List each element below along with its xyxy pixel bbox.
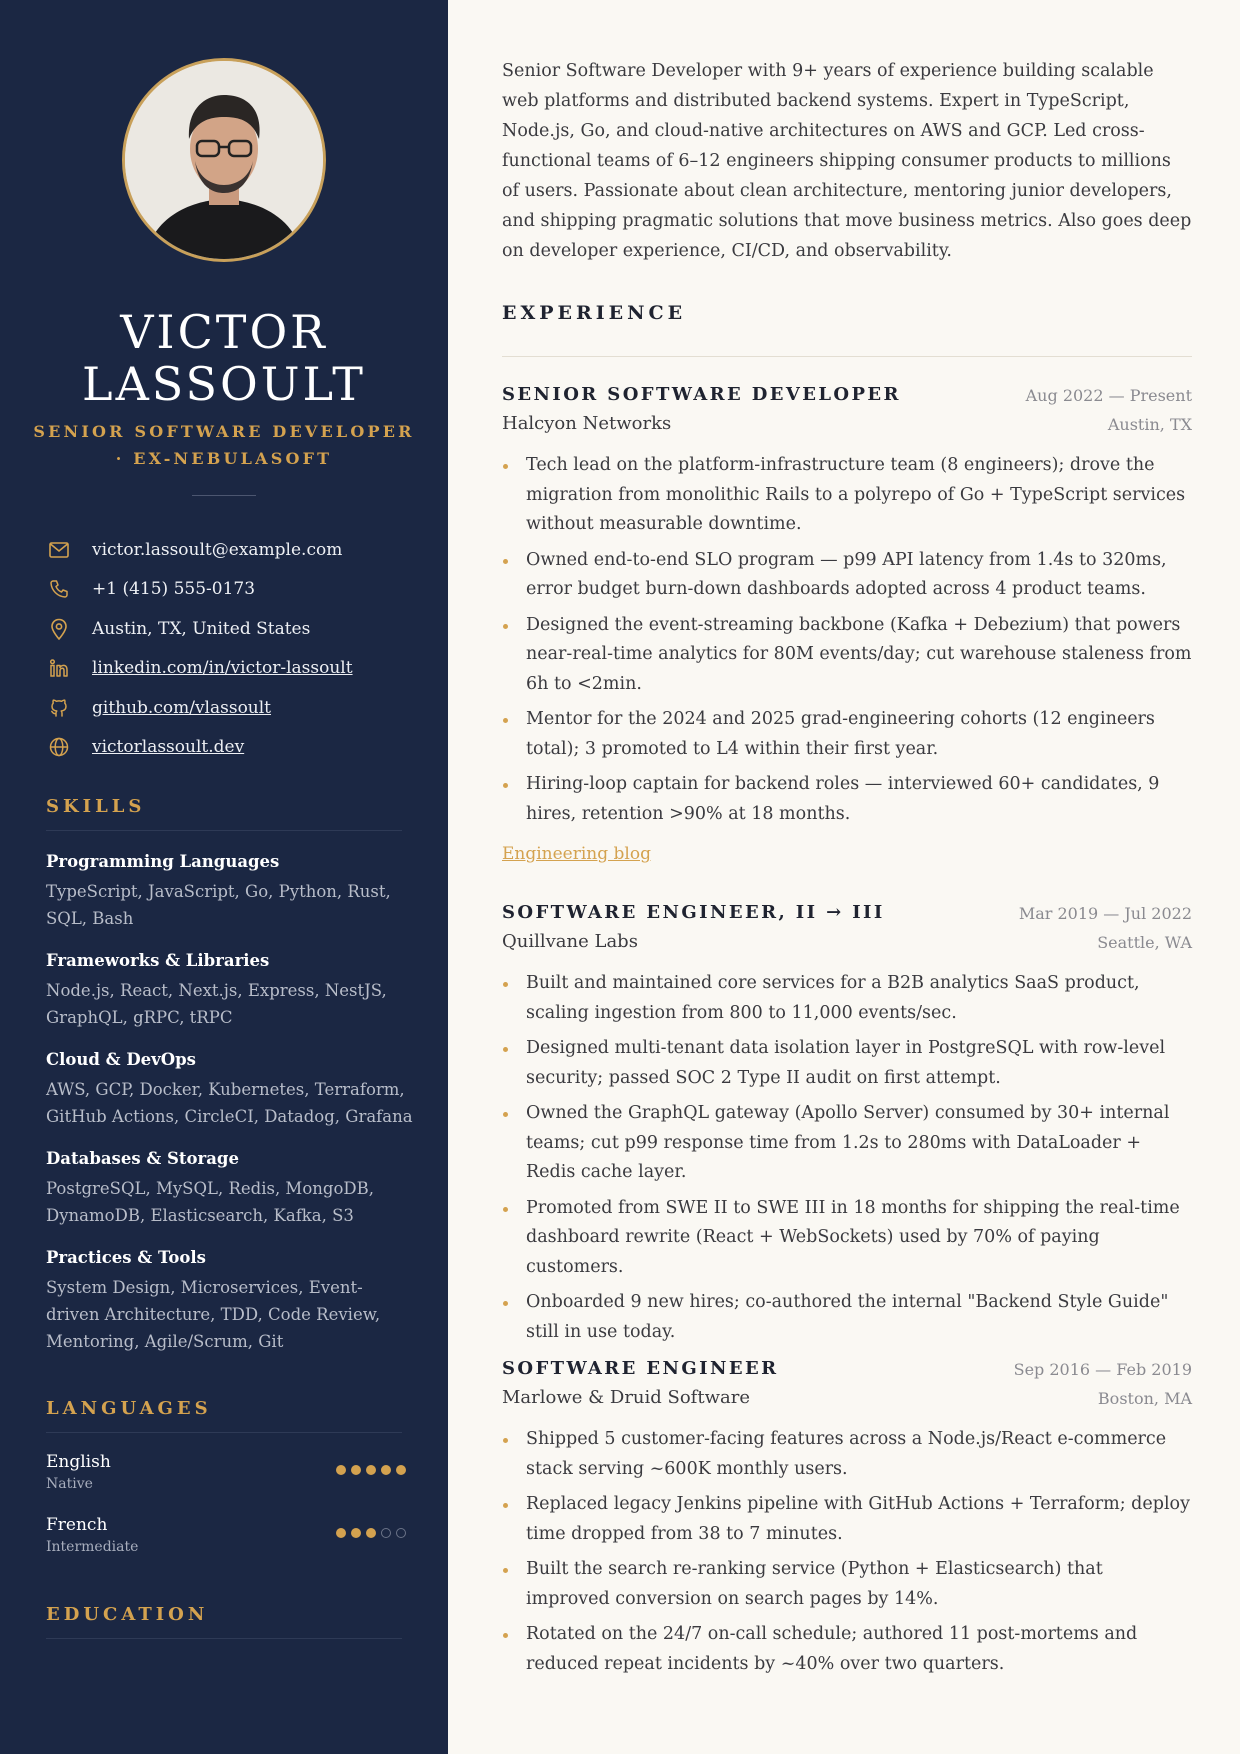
- contact-location: [46, 609, 426, 649]
- rating-dot-filled: [366, 1465, 376, 1475]
- linkedin-icon: [46, 655, 72, 681]
- language-level: Intermediate: [46, 1539, 139, 1555]
- job-bullet: Owned end-to-end SLO program — p99 API latency from 1.4s to 320ms, error budget burn-down dashboards adopted across 4 product teams.: [502, 546, 1192, 605]
- skill-group-items: AWS, GCP, Docker, Kubernetes, Terraform, GitHub Actions, CircleCI, Datadog, Grafana: [46, 1080, 413, 1126]
- job-location: Boston, MA: [1097, 1389, 1192, 1408]
- skill-group-name: Databases & Storage: [46, 1149, 239, 1168]
- languages-heading: LANGUAGES: [46, 1398, 212, 1419]
- skills-divider: [46, 830, 402, 831]
- rating-dot-empty: [396, 1528, 406, 1538]
- job-bullet: Tech lead on the platform-infrastructure team (8 engineers); drove the migration from monolithic Rails to a polyrepo of Go + TypeScript services without measurable downtime.: [502, 451, 1192, 540]
- contact-list: [46, 530, 426, 767]
- languages-list: [46, 1450, 406, 1576]
- language-rating: [336, 1465, 406, 1475]
- job-entry: [502, 1356, 1192, 1685]
- job-bullet: Shipped 5 customer-facing features across a Node.js/React e-commerce stack serving ~600K monthly users.: [502, 1425, 1192, 1484]
- rating-dot-empty: [381, 1528, 391, 1538]
- job-bullet: Hiring-loop captain for backend roles — interviewed 60+ candidates, 9 hires, retention >90% at 18 months.: [502, 770, 1192, 829]
- location-pin-icon: [46, 616, 72, 642]
- experience-heading: EXPERIENCE: [502, 302, 687, 324]
- job-title: SOFTWARE ENGINEER: [502, 1358, 779, 1379]
- sidebar: [0, 0, 448, 1754]
- job-bullet: Promoted from SWE II to SWE III in 18 months for shipping the real-time dashboard rewrite (React + WebSockets) used by 70% of paying customers.: [502, 1194, 1192, 1283]
- skill-group: [46, 949, 416, 1031]
- job-bullet: Rotated on the 24/7 on-call schedule; authored 11 post-mortems and reduced repeat incidents by ~40% over two quarters.: [502, 1620, 1192, 1679]
- linkedin-link[interactable]: linkedin.com/in/victor-lassoult: [92, 658, 353, 679]
- rating-dot-filled: [336, 1465, 346, 1475]
- language-name: French: [46, 1515, 108, 1535]
- job-bullet: Built and maintained core services for a B2B analytics SaaS product, scaling ingestion from 800 to 11,000 events/sec.: [502, 969, 1192, 1028]
- language-name: English: [46, 1452, 111, 1472]
- job-header: [502, 900, 1192, 958]
- phone-icon: [46, 576, 72, 602]
- skill-group-name: Frameworks & Libraries: [46, 951, 270, 970]
- skill-group-name: Programming Languages: [46, 852, 280, 871]
- contact-github[interactable]: [46, 688, 426, 728]
- job-bullet: Designed the event-streaming backbone (Kafka + Debezium) that powers near-real-time analytics for 80M events/day; cut warehouse staleness from 6h to <2min.: [502, 611, 1192, 700]
- website-link[interactable]: victorlassoult.dev: [92, 737, 245, 758]
- avatar-illustration: [125, 61, 323, 259]
- job-title: SOFTWARE ENGINEER, II → III: [502, 902, 885, 923]
- job-bullet: Onboarded 9 new hires; co-authored the internal "Backend Style Guide" still in use today.: [502, 1288, 1192, 1347]
- rating-dot-filled: [396, 1465, 406, 1475]
- job-dates: Sep 2016 — Feb 2019: [1013, 1360, 1192, 1379]
- skill-group-items: TypeScript, JavaScript, Go, Python, Rust, SQL, Bash: [46, 882, 391, 928]
- phone-text: +1 (415) 555-0173: [92, 579, 256, 600]
- job-location: Seattle, WA: [1097, 933, 1192, 952]
- language-item: [46, 1513, 406, 1576]
- rating-dot-filled: [351, 1465, 361, 1475]
- language-rating: [336, 1528, 406, 1538]
- languages-divider: [46, 1432, 402, 1433]
- experience-divider: [502, 356, 1192, 357]
- contact-website[interactable]: [46, 728, 426, 768]
- job-entry: [502, 382, 1192, 864]
- job-company: Halcyon Networks: [502, 413, 672, 434]
- globe-icon: [46, 734, 72, 760]
- job-bullets: [502, 451, 1192, 829]
- job-bullets: [502, 969, 1192, 1347]
- contact-email: [46, 530, 426, 570]
- headline: SENIOR SOFTWARE DEVELOPER · EX-NEBULASOFT: [33, 422, 415, 468]
- skills-list: [46, 850, 416, 1372]
- last-name: LASSOULT: [82, 357, 366, 411]
- email-text: victor.lassoult@example.com: [92, 539, 343, 560]
- rating-dot-filled: [351, 1528, 361, 1538]
- github-icon: [46, 695, 72, 721]
- job-company: Quillvane Labs: [502, 931, 638, 952]
- job-entry: [502, 900, 1192, 1353]
- job-title: SENIOR SOFTWARE DEVELOPER: [502, 384, 901, 405]
- job-company: Marlowe & Druid Software: [502, 1387, 750, 1408]
- job-bullet: Designed multi-tenant data isolation layer in PostgreSQL with row-level security; passed SOC 2 Type II audit on first attempt.: [502, 1034, 1192, 1093]
- engineering-blog-link[interactable]: Engineering blog: [502, 844, 651, 864]
- github-link[interactable]: github.com/vlassoult: [92, 697, 272, 718]
- mail-icon: [46, 537, 72, 563]
- job-location: Austin, TX: [1107, 415, 1192, 434]
- rating-dot-filled: [366, 1528, 376, 1538]
- rating-dot-filled: [381, 1465, 391, 1475]
- skill-group-items: PostgreSQL, MySQL, Redis, MongoDB, DynamoDB, Elasticsearch, Kafka, S3: [46, 1179, 374, 1225]
- language-item: [46, 1450, 406, 1513]
- job-bullets: [502, 1425, 1192, 1679]
- job-header: [502, 382, 1192, 440]
- skill-group-items: Node.js, React, Next.js, Express, NestJS, GraphQL, gRPC, tRPC: [46, 981, 387, 1027]
- job-bullet: Built the search re-ranking service (Python + Elasticsearch) that improved conversion on search pages by 14%.: [502, 1555, 1192, 1614]
- job-bullet: Replaced legacy Jenkins pipeline with GitHub Actions + Terraform; deploy time dropped from 38 to 7 minutes.: [502, 1490, 1192, 1549]
- language-level: Native: [46, 1476, 93, 1492]
- job-bullet: Owned the GraphQL gateway (Apollo Server) consumed by 30+ internal teams; cut p99 response time from 1.2s to 280ms with DataLoader + Redis cache layer.: [502, 1099, 1192, 1188]
- skill-group: [46, 850, 416, 932]
- contact-linkedin[interactable]: [46, 649, 426, 689]
- first-name: VICTOR: [120, 305, 328, 359]
- skill-group: [46, 1147, 416, 1229]
- skill-group-items: System Design, Microservices, Event-driven Architecture, TDD, Code Review, Mentoring, Agile/Scrum, Git: [46, 1278, 381, 1351]
- skill-group-name: Practices & Tools: [46, 1248, 206, 1267]
- education-heading: EDUCATION: [46, 1604, 209, 1625]
- skill-group: [46, 1048, 416, 1130]
- profile-photo: [122, 58, 326, 262]
- skills-heading: SKILLS: [46, 796, 146, 817]
- job-dates: Aug 2022 — Present: [1025, 386, 1192, 405]
- main-content: [448, 0, 1240, 1754]
- job-header: [502, 1356, 1192, 1414]
- job-dates: Mar 2019 — Jul 2022: [1018, 904, 1192, 923]
- location-text: Austin, TX, United States: [92, 618, 311, 639]
- education-divider: [46, 1638, 402, 1639]
- skill-group-name: Cloud & DevOps: [46, 1050, 196, 1069]
- rating-dot-filled: [336, 1528, 346, 1538]
- job-bullet: Mentor for the 2024 and 2025 grad-engineering cohorts (12 engineers total); 3 promoted to L4 within their first year.: [502, 705, 1192, 764]
- contact-phone: [46, 570, 426, 610]
- skill-group: [46, 1246, 416, 1355]
- profile-summary: Senior Software Developer with 9+ years of experience building scalable web platforms and distributed backend systems. Expert in TypeScript, Node.js, Go, and cloud-native architectures on AWS and GCP. Led cross-functional teams of 6–12 engineers shipping consumer products to millions of users. Passionate about clean architecture, mentoring junior developers, and shipping pragmatic solutions that move business metrics. Also goes deep on developer experience, CI/CD, and observability.: [502, 61, 1192, 261]
- divider: [192, 495, 256, 496]
